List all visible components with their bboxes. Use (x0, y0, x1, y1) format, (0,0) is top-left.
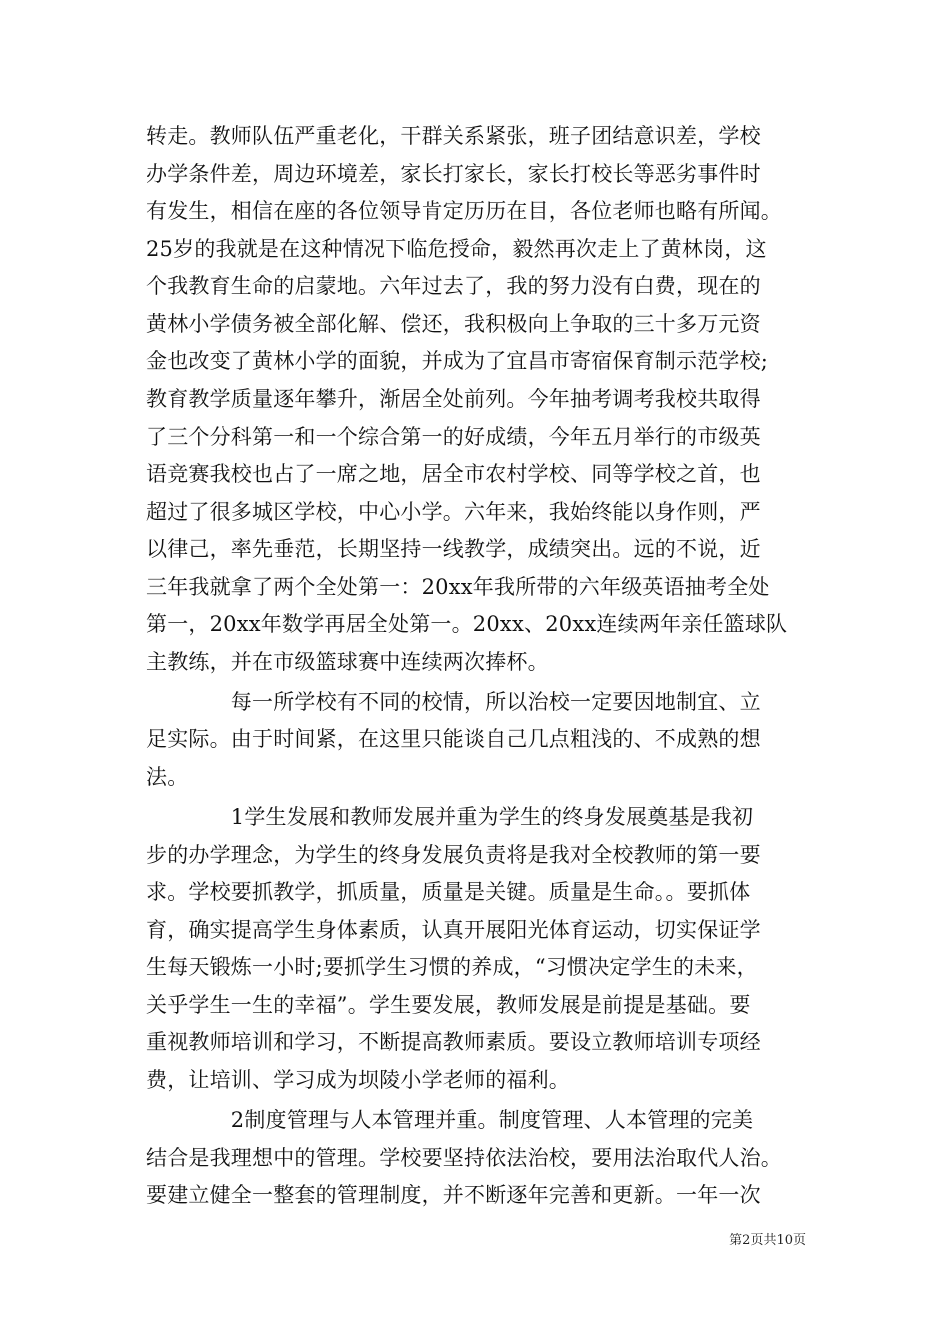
page-number-footer: 第2页共10页 (729, 1233, 806, 1248)
body-text-line: 生每天锻炼一小时;要抓学生习惯的养成，“习惯决定学生的未来， (146, 955, 758, 979)
body-text-line: 关乎学生一生的幸福”。学生要发展，教师发展是前提是基础。要 (146, 993, 751, 1017)
body-text-line: 要建立健全一整套的管理制度，并不断逐年完善和更新。一年一次 (146, 1183, 761, 1207)
body-text-line: 了三个分科第一和一个综合第一的好成绩，今年五月举行的市级英 (146, 425, 761, 449)
paragraph-first-line: 每一所学校有不同的校情，所以治校一定要因地制宜、立 (146, 690, 761, 714)
body-text-line: 费，让培训、学习成为坝陵小学老师的福利。 (146, 1068, 570, 1092)
body-text-line: 主教练，并在市级篮球赛中连续两次捧杯。 (146, 650, 549, 674)
body-text-line: 教育教学质量逐年攀升，渐居全处前列。今年抽考调考我校共取得 (146, 387, 761, 411)
body-text-line: 语竞赛我校也占了一席之地，居全市农村学校、同等学校之首，也 (146, 462, 761, 486)
body-text-line: 重视教师培训和学习，不断提高教师素质。要设立教师培训专项经 (146, 1030, 761, 1054)
body-text-line: 个我教育生命的启蒙地。六年过去了，我的努力没有白费，现在的 (146, 274, 761, 298)
body-text-line: 有发生，相信在座的各位领导肯定历历在目，各位老师也略有所闻。 (146, 199, 782, 223)
body-text-line: 足实际。由于时间紧，在这里只能谈自己几点粗浅的、不成熟的想 (146, 727, 761, 751)
body-text-line: 育，确实提高学生身体素质，认真开展阳光体育运动，切实保证学 (146, 918, 761, 942)
body-text-line: 超过了很多城区学校，中心小学。六年来，我始终能以身作则，严 (146, 500, 761, 524)
body-text-line: 以律己，率先垂范，长期坚持一线教学，成绩突出。远的不说，近 (146, 537, 761, 561)
body-text-line: 结合是我理想中的管理。学校要坚持依法治校，要用法治取代人治。 (146, 1146, 782, 1170)
paragraph-first-line: 1学生发展和教师发展并重为学生的终身发展奠基是我初 (146, 805, 754, 829)
paragraph-first-line: 2制度管理与人本管理并重。制度管理、人本管理的完美 (146, 1108, 754, 1132)
body-text-line: 办学条件差，周边环境差，家长打家长，家长打校长等恶劣事件时 (146, 162, 761, 186)
body-text-line: 第一，20xx年数学再居全处第一。20xx、20xx连续两年亲任篮球队 (146, 612, 788, 636)
body-text-line: 25岁的我就是在这种情况下临危授命，毅然再次走上了黄林岗，这 (146, 237, 767, 261)
body-text-line: 步的办学理念，为学生的终身发展负责将是我对全校教师的第一要 (146, 843, 761, 867)
body-text-line: 黄林小学债务被全部化解、偿还，我积极向上争取的三十多万元资 (146, 312, 761, 336)
body-text-line: 求。学校要抓教学，抓质量，质量是关键。质量是生命。。要抓体 (146, 880, 751, 904)
body-text-line: 金也改变了黄林小学的面貌，并成为了宜昌市寄宿保育制示范学校; (146, 349, 769, 373)
body-text-line: 转走。教师队伍严重老化，干群关系紧张，班子团结意识差，学校 (146, 124, 761, 148)
body-text-line: 法。 (146, 765, 189, 789)
body-text-line: 三年我就拿了两个全处第一：20xx年我所带的六年级英语抽考全处 (146, 575, 770, 599)
